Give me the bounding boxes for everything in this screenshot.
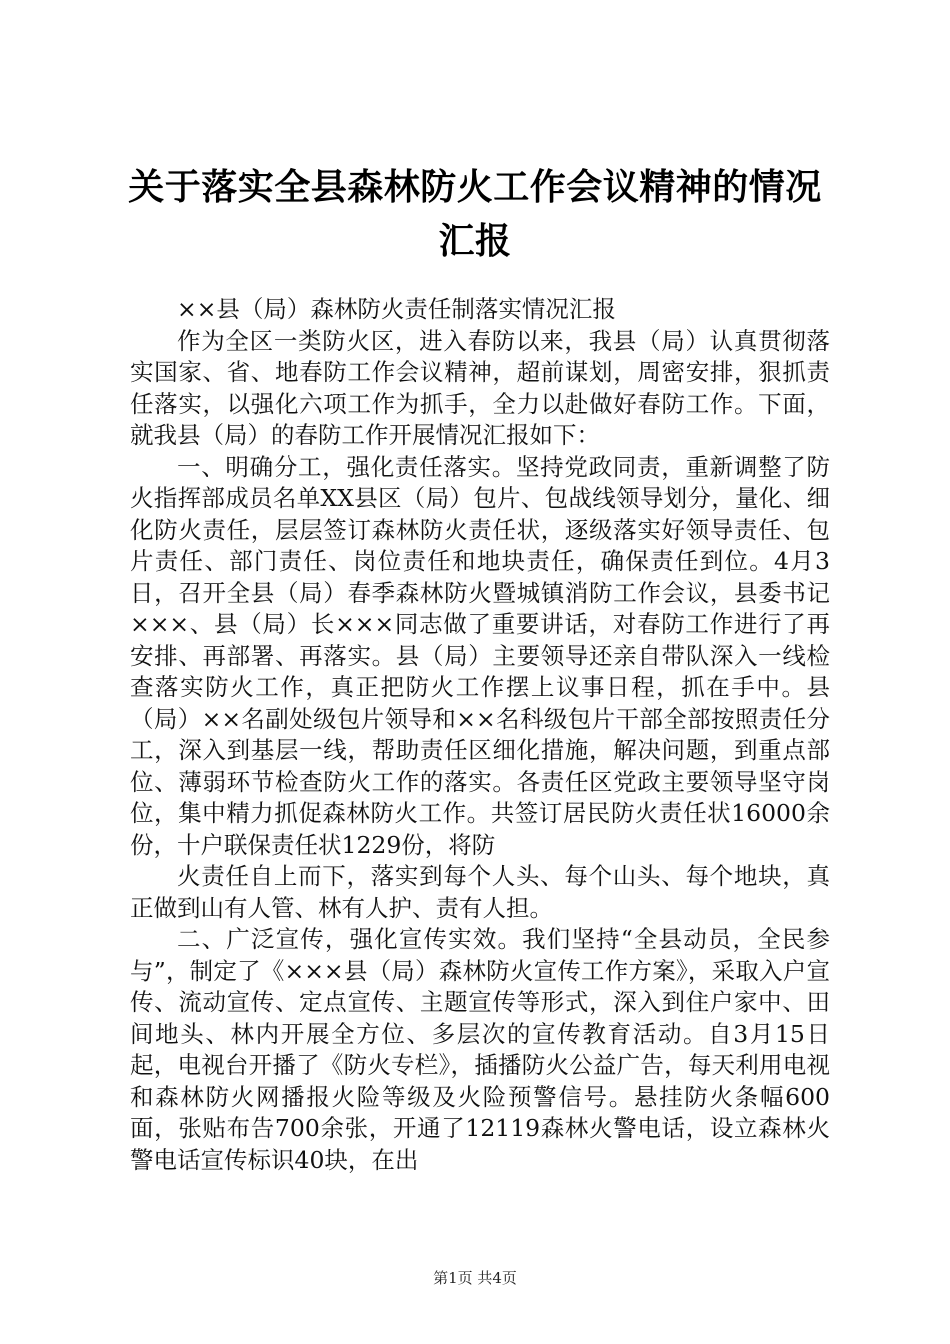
intro-paragraph: 作为全区一类防火区，进入春防以来，我县（局）认真贯彻落实国家、省、地春防工作会议精神，超前谋划，周密安排，狠抓责任落实，以强化六项工作为抓手，全力以赴做好春防工作。下面，就我县（局）的春防工作开展情况汇报如下： (130, 326, 830, 449)
section-one-continuation-paragraph: 火责任自上而下，落实到每个人头、每个山头、每个地块，真正做到山有人管、林有人护、责有人担。 (130, 862, 830, 922)
document-subtitle-paragraph: ××县（局）森林防火责任制落实情况汇报 (177, 295, 616, 323)
document-title: 关于落实全县森林防火工作会议精神的情况汇报 (128, 166, 822, 262)
section-two-paragraph: 二、广泛宣传，强化宣传实效。我们坚持“全县动员，全民参与”，制定了《×××县（局）森林防火宣传工作方案》，采取入户宣传、流动宣传、定点宣传、主题宣传等形式，深入到住户家中、田间地头、林内开展全方位、多层次的宣传教育活动。自3月15日起，电视台开播了《防火专栏》，插播防火公益广告，每天利用电视和森林防火网播报火险等级及火险预警信号。悬挂防火条幅600面，张贴布告700余张，开通了12119森林火警电话，设立森林火警电话宣传标识40块，在出 (130, 925, 830, 1174)
page-number-footer: 第1页 共4页 (433, 1269, 517, 1287)
section-one-paragraph: 一、明确分工，强化责任落实。坚持党政同责，重新调整了防火指挥部成员名单XX县区（局）包片、包战线领导划分，量化、细化防火责任，层层签订森林防火责任状，逐级落实好领导责任、包片责任、部门责任、岗位责任和地块责任，确保责任到位。4月3日，召开全县（局）春季森林防火暨城镇消防工作会议，县委书记×××、县（局）长×××同志做了重要讲话，对春防工作进行了再安排、再部署、再落实。县（局）主要领导还亲自带队深入一线检查落实防火工作，真正把防火工作摆上议事日程，抓在手中。县（局）××名副处级包片领导和××名科级包片干部全部按照责任分工，深入到基层一线，帮助责任区细化措施，解决问题，到重点部位、薄弱环节检查防火工作的落实。各责任区党政主要领导坚守岗位，集中精力抓促森林防火工作。共签订居民防火责任状16000余份，十户联保责任状1229份，将防 (130, 452, 830, 859)
document-body (130, 294, 830, 1176)
